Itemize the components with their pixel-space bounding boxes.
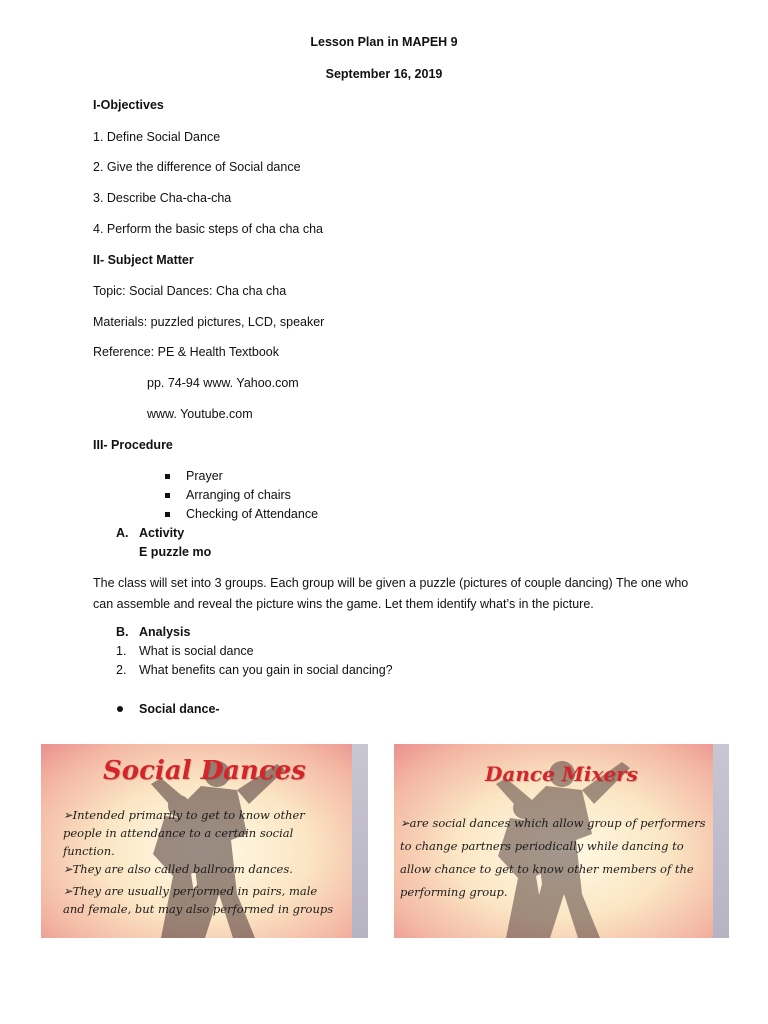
- reference-line-3: www. Youtube.com: [147, 407, 253, 421]
- slide-title: Dance Mixers: [485, 762, 638, 786]
- objective-item: 4. Perform the basic steps of cha cha cha: [93, 222, 323, 236]
- procedure-bullet: Checking of Attendance: [186, 507, 319, 521]
- analysis-item: What benefits can you gain in social dancing?: [139, 663, 393, 677]
- slide-line: allow chance to get to know other members of the: [400, 862, 694, 876]
- analysis-label: Analysis: [139, 625, 191, 639]
- objectives-heading: I-Objectives: [93, 98, 164, 112]
- analysis-marker: B.: [116, 625, 129, 639]
- slide-line: and female, but may also performed in groups: [63, 902, 334, 916]
- analysis-item: What is social dance: [139, 644, 254, 658]
- materials-line: Materials: puzzled pictures, LCD, speaker: [93, 315, 325, 329]
- social-dance-label: Social dance-: [139, 702, 220, 716]
- slide-title: Social Dances: [103, 756, 306, 786]
- topic-line: Topic: Social Dances: Cha cha cha: [93, 284, 287, 298]
- reference-line-2: pp. 74-94 www. Yahoo.com: [147, 376, 299, 390]
- slide-line: to change partners periodically while dancing to: [400, 839, 684, 853]
- objective-item: 3. Describe Cha-cha-cha: [93, 191, 232, 205]
- slide-line: ➢are social dances which allow group of performers: [400, 816, 706, 830]
- slide-line: ➢They are also called ballroom dances.: [63, 862, 293, 876]
- slide-line: ➢Intended primarily to get to know other: [63, 808, 305, 822]
- bullet-square-icon: [165, 493, 170, 498]
- slide-dance-mixers: [394, 744, 729, 938]
- analysis-item-number: 1.: [116, 644, 127, 658]
- objective-item: 1. Define Social Dance: [93, 130, 221, 144]
- subject-matter-heading: II- Subject Matter: [93, 253, 194, 267]
- activity-marker: A.: [116, 526, 129, 540]
- reference-line: Reference: PE & Health Textbook: [93, 345, 279, 359]
- slide-line: ➢They are usually performed in pairs, male: [63, 884, 318, 898]
- analysis-item-number: 2.: [116, 663, 127, 677]
- slide-line: function.: [63, 844, 115, 858]
- activity-name: E puzzle mo: [139, 545, 212, 559]
- procedure-bullet: Arranging of chairs: [186, 488, 291, 502]
- page-title: Lesson Plan in MAPEH 9: [310, 35, 458, 49]
- activity-label: Activity: [139, 526, 185, 540]
- slide-line: people in attendance to a certain social: [63, 826, 294, 840]
- bullet-square-icon: [165, 474, 170, 479]
- procedure-bullet: Prayer: [186, 469, 223, 483]
- slide-social-dances: [41, 744, 368, 938]
- objective-item: 2. Give the difference of Social dance: [93, 160, 301, 174]
- bullet-dot-icon: [117, 706, 123, 712]
- procedure-heading: III- Procedure: [93, 438, 173, 452]
- bullet-square-icon: [165, 512, 170, 517]
- activity-paragraph: The class will set into 3 groups. Each group will be given a puzzle (pictures of couple dancing) The one who can assemble and reveal the picture wins the game. Let them identify what’s in the picture.: [93, 576, 689, 611]
- lesson-date: September 16, 2019: [325, 67, 443, 81]
- slide-line: performing group.: [400, 885, 508, 899]
